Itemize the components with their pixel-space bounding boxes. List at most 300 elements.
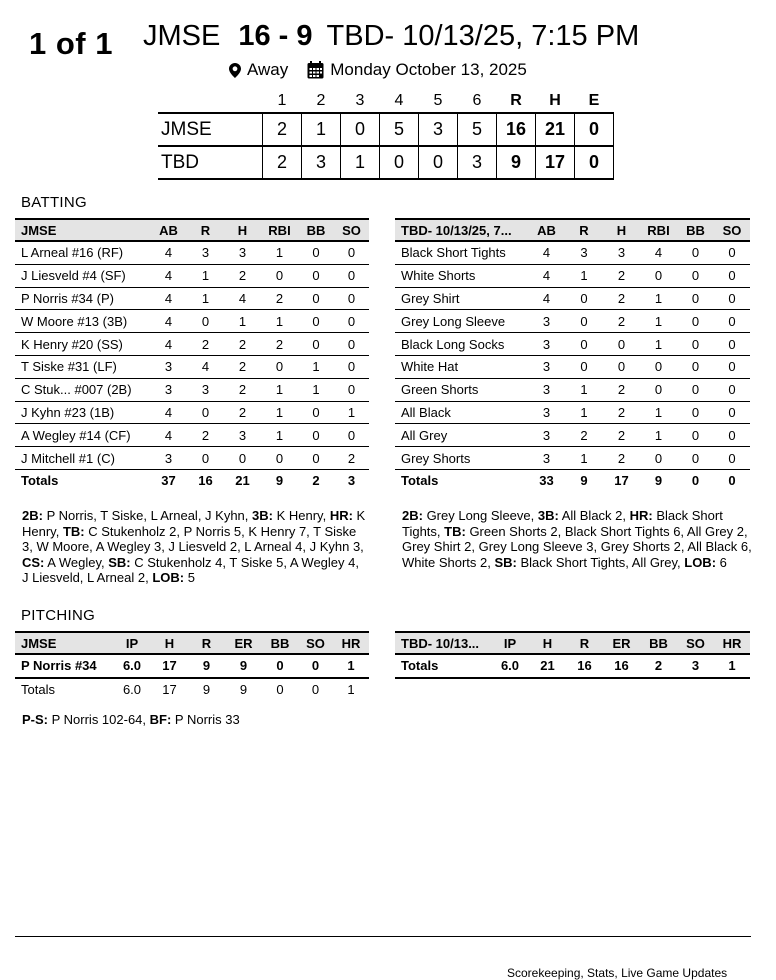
player-name: A Wegley #14 (CF) — [15, 424, 150, 447]
note-text: Green Shorts 2, Black Short Tights 6, All Grey 2, Grey Shirt 2, Grey Long Sleeve 3, Grey Shorts 2, All Black 6, White Shorts 2, — [402, 523, 752, 570]
stat-cell: 2 — [603, 287, 640, 310]
stat-cell: 0 — [187, 447, 224, 470]
stat-cell: 3 — [528, 310, 565, 333]
note-label: 2B: — [402, 508, 423, 523]
stat-cell: 9 — [188, 654, 225, 678]
pitching-team-header: TBD- 10/13... — [395, 632, 491, 654]
inning-score: 3 — [419, 113, 458, 146]
batter-row — [395, 310, 750, 333]
away-team-name: TBD- 10/13/25, 7:15 PM — [326, 20, 640, 52]
stat-cell: 1 — [187, 264, 224, 287]
note-label: 2B: — [22, 508, 43, 523]
stat-cell: 0 — [298, 654, 333, 678]
stat-cell: 0 — [714, 241, 750, 264]
inning-score: 3 — [302, 146, 341, 179]
note-label: 3B: — [252, 508, 273, 523]
stat-cell: 1 — [640, 333, 677, 356]
total-cell: 16 — [603, 654, 640, 678]
total-cell: 0 — [276, 682, 284, 698]
stat-cell: 0 — [677, 424, 714, 447]
date-wrap — [307, 60, 527, 80]
player-name: C Stuk... #007 (2B) — [15, 378, 150, 401]
batting-section-label: BATTING — [21, 194, 87, 211]
stat-cell: 1 — [640, 310, 677, 333]
stat-cell: 0 — [334, 264, 369, 287]
stat-cell: 0 — [565, 333, 603, 356]
stat-cell: 0 — [298, 401, 334, 424]
stat-cell: 4 — [150, 287, 187, 310]
pitching-col-header: BB — [262, 632, 298, 654]
batter-row — [395, 401, 750, 424]
stat-cell: 3 — [565, 241, 603, 264]
note-text: K Henry, — [272, 508, 330, 523]
batting-col-header: R — [187, 219, 224, 241]
inning-score: 5 — [458, 113, 497, 146]
stat-cell: 2 — [187, 333, 224, 356]
batter-row — [395, 264, 750, 287]
stat-cell: 0 — [714, 401, 750, 424]
total-cell: 9 — [640, 469, 677, 491]
stat-cell: 0 — [298, 287, 334, 310]
calendar-icon — [307, 61, 330, 79]
note-label: 3B: — [537, 508, 559, 523]
stat-cell: 0 — [603, 355, 640, 378]
inning-score: 0 — [341, 113, 380, 146]
stat-cell: 4 — [640, 241, 677, 264]
stat-cell: 3 — [224, 241, 261, 264]
home-team-name: JMSE — [143, 20, 221, 52]
stat-cell: 0 — [261, 264, 298, 287]
stat-cell: 2 — [603, 264, 640, 287]
totals-label: Totals — [395, 654, 491, 678]
pitching-team-header: JMSE — [15, 632, 113, 654]
total-cell: 1 — [347, 682, 355, 698]
pitching-table-home — [15, 631, 369, 701]
stat-cell: 0 — [298, 241, 334, 264]
batting-col-header: R — [565, 219, 603, 241]
pitching-notes-home — [22, 712, 368, 728]
batter-row — [395, 424, 750, 447]
stat-cell: 1 — [565, 378, 603, 401]
batting-col-header: SO — [334, 219, 369, 241]
note-label: P-S: — [22, 712, 48, 727]
stat-cell: 2 — [224, 378, 261, 401]
runs-header: R — [510, 92, 522, 109]
stat-cell: 3 — [603, 241, 640, 264]
batting-table-away — [395, 218, 750, 492]
stat-cell: 0 — [298, 264, 334, 287]
stat-cell: 3 — [528, 355, 565, 378]
player-name: Green Shorts — [395, 378, 528, 401]
stat-cell: 0 — [565, 355, 603, 378]
player-name: J Mitchell #1 (C) — [15, 447, 150, 470]
inning-score: 2 — [263, 113, 302, 146]
note-text: 5 — [184, 570, 195, 586]
stat-cell: 1 — [261, 241, 298, 264]
note-label: LOB: — [684, 554, 717, 570]
stat-cell: 0 — [640, 378, 677, 401]
batter-row — [395, 378, 750, 401]
total-cell: 9 — [239, 682, 248, 698]
inning-header: 1 — [277, 92, 287, 109]
stat-cell: 2 — [603, 310, 640, 333]
stat-cell: 6.0 — [113, 654, 151, 678]
batting-col-header: AB — [150, 219, 187, 241]
stat-cell: 4 — [528, 287, 565, 310]
stat-cell: 0 — [334, 241, 369, 264]
stat-cell: 1 — [640, 287, 677, 310]
batting-col-header: SO — [714, 219, 750, 241]
player-name: Black Long Socks — [395, 333, 528, 356]
note-text: P Norris 102-64, — [48, 712, 150, 727]
batter-row — [15, 401, 369, 424]
batter-row — [15, 447, 369, 470]
totals-label: Totals — [21, 682, 55, 698]
total-runs: 16 — [497, 113, 536, 146]
stat-cell: 2 — [261, 333, 298, 356]
note-label: BF: — [149, 712, 172, 727]
stat-cell: 3 — [187, 378, 224, 401]
stat-cell: 1 — [565, 264, 603, 287]
batter-row — [395, 287, 750, 310]
note-label: SB: — [494, 554, 517, 570]
batter-row — [395, 447, 750, 470]
batter-row — [15, 264, 369, 287]
pitching-col-header: H — [529, 632, 566, 654]
pitcher-row — [15, 654, 369, 678]
stat-cell: 0 — [640, 264, 677, 287]
note-text: P Norris 33 — [171, 712, 240, 727]
batting-col-header: H — [603, 219, 640, 241]
inning-header: 5 — [433, 92, 443, 109]
stat-cell: 3 — [528, 333, 565, 356]
stat-cell: 0 — [714, 287, 750, 310]
inning-header: 3 — [355, 92, 365, 109]
player-name: P Norris #34 (P) — [15, 287, 150, 310]
hits-header: H — [549, 92, 561, 109]
batting-team-header: TBD- 10/13/25, 7... — [395, 219, 528, 241]
stat-cell: 2 — [603, 401, 640, 424]
stat-cell: 1 — [298, 355, 334, 378]
batter-row — [395, 241, 750, 264]
batting-table-home — [15, 218, 369, 492]
pitching-col-header: ER — [225, 632, 262, 654]
batter-row — [15, 378, 369, 401]
pitching-col-header: R — [188, 632, 225, 654]
total-hits: 17 — [536, 146, 575, 179]
stat-cell: 4 — [528, 241, 565, 264]
total-cell: 17 — [603, 469, 640, 491]
stat-cell: 1 — [261, 378, 298, 401]
batting-notes-home — [22, 508, 368, 586]
total-cell: 16 — [187, 469, 224, 491]
note-label: HR: — [629, 508, 653, 523]
stat-cell: 2 — [224, 401, 261, 424]
note-text: C Stukenholz 4, T Siske 5, A Wegley 4, J Liesveld, L Arneal 2, — [22, 554, 359, 586]
stat-cell: 0 — [640, 447, 677, 470]
total-cell: 3 — [677, 654, 714, 678]
stat-cell: 4 — [150, 264, 187, 287]
stat-cell: 3 — [528, 424, 565, 447]
totals-row — [395, 469, 750, 491]
note-text: K Henry, — [22, 508, 366, 539]
stat-cell: 4 — [187, 355, 224, 378]
stat-cell: 0 — [677, 264, 714, 287]
total-cell: 21 — [224, 469, 261, 491]
total-errors: 0 — [575, 146, 614, 179]
stat-cell: 1 — [261, 310, 298, 333]
player-name: White Hat — [395, 355, 528, 378]
stat-cell: 0 — [714, 310, 750, 333]
batting-header-row — [395, 219, 750, 241]
total-cell: 6.0 — [491, 654, 529, 678]
inning-header: 4 — [394, 92, 404, 109]
stat-cell: 0 — [334, 355, 369, 378]
batting-col-header: RBI — [261, 219, 298, 241]
pitching-section-label: PITCHING — [21, 607, 96, 624]
total-cell: 33 — [528, 469, 565, 491]
stat-cell: 1 — [261, 424, 298, 447]
inning-header: 6 — [472, 92, 482, 109]
stat-cell: 0 — [714, 355, 750, 378]
stat-cell: 1 — [565, 401, 603, 424]
stat-cell: 0 — [677, 241, 714, 264]
pitching-col-header: R — [566, 632, 603, 654]
total-cell: 3 — [334, 469, 369, 491]
stat-cell: 0 — [677, 333, 714, 356]
game-score: 16 - 9 — [238, 20, 313, 52]
player-name: All Grey — [395, 424, 528, 447]
linescore-row-away — [158, 146, 614, 179]
pitching-col-header: IP — [113, 632, 151, 654]
stat-cell: 0 — [334, 333, 369, 356]
total-cell: 37 — [150, 469, 187, 491]
total-cell: 1 — [714, 654, 750, 678]
stat-cell: 0 — [565, 310, 603, 333]
total-cell: 21 — [529, 654, 566, 678]
game-location: Away — [247, 60, 289, 79]
stat-cell: 0 — [714, 264, 750, 287]
pitching-col-header: IP — [491, 632, 529, 654]
errors-header: E — [588, 92, 600, 109]
batter-row — [15, 310, 369, 333]
note-label: LOB: — [152, 570, 185, 586]
stat-cell: 1 — [640, 401, 677, 424]
stat-cell: 0 — [334, 378, 369, 401]
pitching-col-header: BB — [640, 632, 677, 654]
pitching-col-header: SO — [298, 632, 333, 654]
batting-col-header: BB — [298, 219, 334, 241]
stat-cell: 0 — [714, 333, 750, 356]
stat-cell: 0 — [262, 654, 298, 678]
total-cell: 9 — [565, 469, 603, 491]
linescore-table — [158, 90, 614, 180]
stat-cell: 2 — [603, 447, 640, 470]
batting-col-header: AB — [528, 219, 565, 241]
stat-cell: 0 — [187, 310, 224, 333]
total-cell: 17 — [162, 682, 177, 698]
stat-cell: 4 — [150, 241, 187, 264]
player-name: All Black — [395, 401, 528, 424]
stat-cell: 2 — [261, 287, 298, 310]
stat-cell: 0 — [677, 310, 714, 333]
stat-cell: 0 — [677, 401, 714, 424]
batting-col-header: BB — [677, 219, 714, 241]
stat-cell: 0 — [565, 287, 603, 310]
player-name: White Shorts — [395, 264, 528, 287]
stat-cell: 2 — [334, 447, 369, 470]
player-name: W Moore #13 (3B) — [15, 310, 150, 333]
stat-cell: 3 — [528, 401, 565, 424]
stat-cell: 1 — [640, 424, 677, 447]
pitching-col-header: HR — [333, 632, 369, 654]
stat-cell: 1 — [224, 310, 261, 333]
note-text: 6 — [716, 554, 727, 570]
player-name: Black Short Tights — [395, 241, 528, 264]
total-cell: 2 — [298, 469, 334, 491]
inning-score: 2 — [263, 146, 302, 179]
note-label: HR: — [329, 508, 353, 523]
stat-cell: 0 — [677, 287, 714, 310]
stat-cell: 0 — [261, 355, 298, 378]
stat-cell: 3 — [150, 355, 187, 378]
stat-cell: 4 — [150, 310, 187, 333]
note-label: SB: — [108, 554, 131, 570]
batting-notes-away — [402, 508, 752, 570]
stat-cell: 4 — [150, 401, 187, 424]
stat-cell: 0 — [298, 333, 334, 356]
note-text: All Black 2, — [558, 508, 630, 523]
inning-header: 2 — [316, 92, 326, 109]
game-title — [143, 20, 639, 53]
note-text: P Norris, T Siske, L Arneal, J Kyhn, — [42, 508, 253, 523]
note-text: C Stukenholz 2, P Norris 5, K Henry 7, T Siske 3, W Moore, A Wegley 3, J Liesveld 2, L Arneal 4, J Kyhn 3, — [22, 523, 364, 555]
stat-cell: 0 — [714, 447, 750, 470]
total-cell: 16 — [566, 654, 603, 678]
stat-cell: 3 — [528, 447, 565, 470]
player-name: J Liesveld #4 (SF) — [15, 264, 150, 287]
pitching-header-row — [15, 632, 369, 654]
inning-score: 3 — [458, 146, 497, 179]
linescore-team: TBD — [158, 146, 263, 179]
note-text: A Wegley, — [44, 554, 109, 570]
note-label: CS: — [22, 554, 45, 570]
stat-cell: 2 — [224, 355, 261, 378]
linescore-row-home — [158, 113, 614, 146]
player-name: K Henry #20 (SS) — [15, 333, 150, 356]
player-name: Grey Long Sleeve — [395, 310, 528, 333]
batter-row — [15, 355, 369, 378]
total-cell: 9 — [261, 469, 298, 491]
stat-cell: 0 — [640, 355, 677, 378]
stat-cell: 3 — [187, 241, 224, 264]
total-cell: 6.0 — [122, 682, 142, 698]
stat-cell: 0 — [298, 447, 334, 470]
batter-row — [395, 355, 750, 378]
game-info — [229, 60, 527, 80]
stat-cell: 0 — [187, 401, 224, 424]
stat-cell: 4 — [150, 424, 187, 447]
total-hits: 21 — [536, 113, 575, 146]
linescore-header-row — [158, 90, 614, 113]
total-cell: 0 — [714, 469, 750, 491]
stat-cell: 1 — [333, 654, 369, 678]
totals-label: Totals — [15, 469, 150, 491]
stat-cell: 0 — [714, 424, 750, 447]
batting-col-header: RBI — [640, 219, 677, 241]
stat-cell: 2 — [603, 378, 640, 401]
note-text: Grey Long Sleeve, — [422, 508, 538, 523]
total-runs: 9 — [497, 146, 536, 179]
stat-cell: 4 — [224, 287, 261, 310]
player-name: L Arneal #16 (RF) — [15, 241, 150, 264]
batter-row — [15, 333, 369, 356]
totals-row — [395, 654, 750, 678]
pitching-col-header: HR — [714, 632, 750, 654]
player-name: Grey Shorts — [395, 447, 528, 470]
stat-cell: 1 — [334, 401, 369, 424]
batting-col-header: H — [224, 219, 261, 241]
stat-cell: 0 — [714, 378, 750, 401]
stat-cell: 3 — [150, 447, 187, 470]
stat-cell: 3 — [224, 424, 261, 447]
inning-score: 5 — [380, 113, 419, 146]
stat-cell: 0 — [298, 424, 334, 447]
total-cell: 2 — [640, 654, 677, 678]
inning-score: 1 — [341, 146, 380, 179]
inning-score: 0 — [419, 146, 458, 179]
stat-cell: 1 — [187, 287, 224, 310]
stat-cell: 0 — [261, 447, 298, 470]
stat-cell: 0 — [603, 333, 640, 356]
stat-cell: 17 — [151, 654, 188, 678]
inning-score: 1 — [302, 113, 341, 146]
stat-cell: 1 — [565, 447, 603, 470]
note-label: TB: — [62, 523, 85, 539]
player-name: Grey Shirt — [395, 287, 528, 310]
player-name: T Siske #31 (LF) — [15, 355, 150, 378]
footer-text: Scorekeeping, Stats, Live Game Updates — [507, 966, 728, 980]
pitching-col-header: ER — [603, 632, 640, 654]
game-date: Monday October 13, 2025 — [330, 60, 527, 79]
footer-divider — [15, 936, 751, 937]
batter-row — [15, 424, 369, 447]
stat-cell: 4 — [150, 333, 187, 356]
linescore-team: JMSE — [158, 113, 263, 146]
batter-row — [395, 333, 750, 356]
stat-cell: 2 — [603, 424, 640, 447]
stat-cell: 3 — [528, 378, 565, 401]
stat-cell: 0 — [677, 355, 714, 378]
note-text: Black Short Tights, All Grey, — [516, 554, 685, 570]
totals-row — [15, 469, 369, 491]
note-label: TB: — [444, 523, 466, 539]
stat-cell: 1 — [261, 401, 298, 424]
stat-cell: 0 — [334, 424, 369, 447]
stat-cell: 0 — [677, 447, 714, 470]
pitching-table-away — [395, 631, 750, 679]
stat-cell: 9 — [225, 654, 262, 678]
stat-cell: 1 — [298, 378, 334, 401]
totals-label: Totals — [395, 469, 528, 491]
stat-cell: 2 — [565, 424, 603, 447]
total-errors: 0 — [575, 113, 614, 146]
batter-row — [15, 241, 369, 264]
note-text: Black Short Tights, — [402, 508, 723, 539]
player-name: J Kyhn #23 (1B) — [15, 401, 150, 424]
stat-cell: 0 — [334, 310, 369, 333]
stat-cell: 2 — [224, 333, 261, 356]
